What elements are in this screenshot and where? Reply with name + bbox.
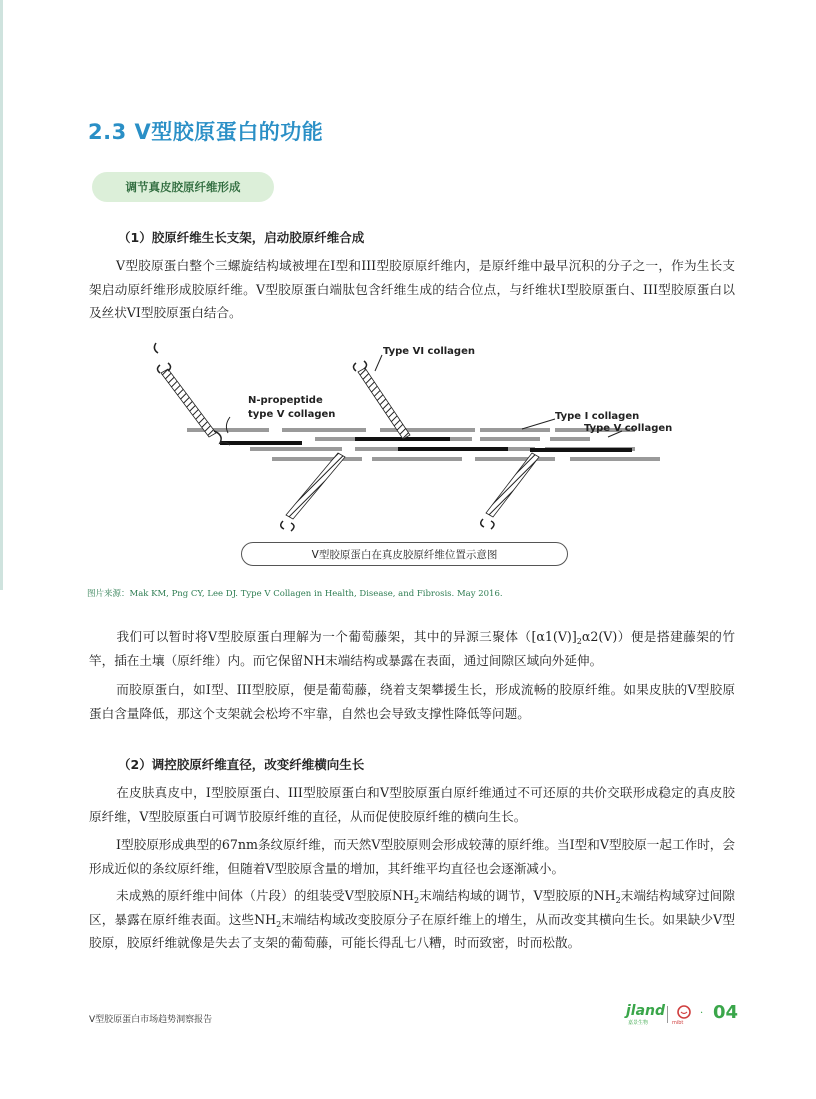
paragraph-diameter-2 xyxy=(89,833,735,880)
section-title: 2.3 V型胶原蛋白的功能 xyxy=(88,120,324,144)
paragraph-diameter-3 xyxy=(89,884,735,955)
type-v-triple-helices xyxy=(161,368,539,519)
diameter-3-sub-3: 2 xyxy=(276,919,282,929)
label-n-propeptide: N-propeptide xyxy=(248,395,323,406)
mibt-logo-text: mibt xyxy=(672,1020,684,1026)
figure-caption: V型胶原蛋白在真皮胶原纤维位置示意图 xyxy=(241,542,568,566)
diameter-2-text: I型胶原形成典型的67nm条纹原纤维，而天然V型胶原则会形成较薄的原纤维。当I型和V型胶原一起工作时，会形成近似的条纹原纤维，但随着V型胶原含量的增加，其纤维平均直径也会逐渐减小。 xyxy=(89,837,735,876)
jland-logo-subtitle: 嘉景生物 xyxy=(628,1020,649,1026)
paragraph-structure xyxy=(89,254,735,325)
subsection-pill: 调节真皮胶原纤维形成 xyxy=(92,172,274,202)
analogy-2-text: 而胶原蛋白，如I型、III型胶原，便是葡萄藤，绕着支架攀援生长，形成流畅的胶原纤维。如果皮肤的V型胶原蛋白含量降低，那这个支架就会松垮不牢靠，自然也会导致支撑性降低等问题。 xyxy=(89,682,735,721)
page-number: 04 xyxy=(713,1002,739,1023)
subheading-1: （1）胶原纤维生长支架，启动胶原纤维合成 xyxy=(118,230,365,245)
diameter-3-sub-1: 2 xyxy=(414,896,420,905)
label-n-propeptide-type-v: type V collagen xyxy=(248,409,336,420)
paragraph-diameter-1 xyxy=(89,781,735,828)
diameter-3-text-b: 末端结构域的调节，V型胶原的NH xyxy=(419,888,616,903)
diameter-3-sub-2: 2 xyxy=(615,896,621,905)
paragraph-analogy-2 xyxy=(89,678,735,725)
diameter-3-text-c: 末端结构域穿过间隙区，暴露在原纤维表面。这些NH xyxy=(89,888,735,927)
paragraph-structure-text: V型胶原蛋白整个三螺旋结构域被埋在I型和III型胶原原纤维内，是原纤维中最早沉积的分子之一，作为生长支架启动原纤维形成胶原纤维。V型胶原蛋白端肽包含纤维生成的结合位点，与纤维状I型胶原蛋白、III型胶原蛋白以及丝状VI型胶原蛋白结合。 xyxy=(89,258,735,320)
paragraph-analogy-1 xyxy=(89,625,735,672)
jland-logo: jland xyxy=(626,1003,666,1019)
diameter-1-text: 在皮肤真皮中，I型胶原蛋白、III型胶原蛋白和V型胶原蛋白原纤维通过不可还原的共价交联形成稳定的真皮胶原纤维，V型胶原蛋白可调节胶原纤维的直径，从而促使胶原纤维的横向生长。 xyxy=(89,785,735,824)
figure-source: 图片来源：Mak KM, Png CY, Lee DJ. Type V Collagen in Health, Disease, and Fibrosis. May 2016. xyxy=(87,589,503,599)
diameter-3-text-d: 末端结构域改变胶原分子在原纤维上的增生，从而改变其横向生长。如果缺少V型胶原，胶原纤维就像是失去了支架的葡萄藤，可能长得乱七八糟，时而致密，时而松散。 xyxy=(89,911,735,950)
page-edge-bar xyxy=(0,0,3,590)
analogy-1-text-b: α2(V)）便是搭建藤架的竹竿，插在土壤（原纤维）内。而它保留NH末端结构或暴露在表面，通过间隙区域向外延伸。 xyxy=(89,629,735,668)
analogy-1-text-a: 我们可以暂时将V型胶原蛋白理解为一个葡萄藤架，其中的异源三聚体（[α1(V)] xyxy=(116,629,577,644)
footer-separator xyxy=(667,1006,668,1023)
subheading-2: （2）调控胶原纤维直径，改变纤维横向生长 xyxy=(118,757,365,772)
footer-report-title: V型胶原蛋白市场趋势洞察报告 xyxy=(89,1015,213,1025)
diagram-svg xyxy=(150,337,673,533)
diameter-3-text-a: 未成熟的原纤维中间体（片段）的组装受V型胶原NH xyxy=(116,888,415,903)
label-type-v-collagen: Type V collagen xyxy=(584,423,673,434)
label-type-i-collagen: Type I collagen xyxy=(555,411,640,422)
analogy-1-sub: 2 xyxy=(576,637,582,646)
footer-dot: · xyxy=(700,1008,704,1019)
collagen-fibril-diagram xyxy=(150,337,673,533)
label-type-vi-collagen: Type VI collagen xyxy=(383,346,475,357)
